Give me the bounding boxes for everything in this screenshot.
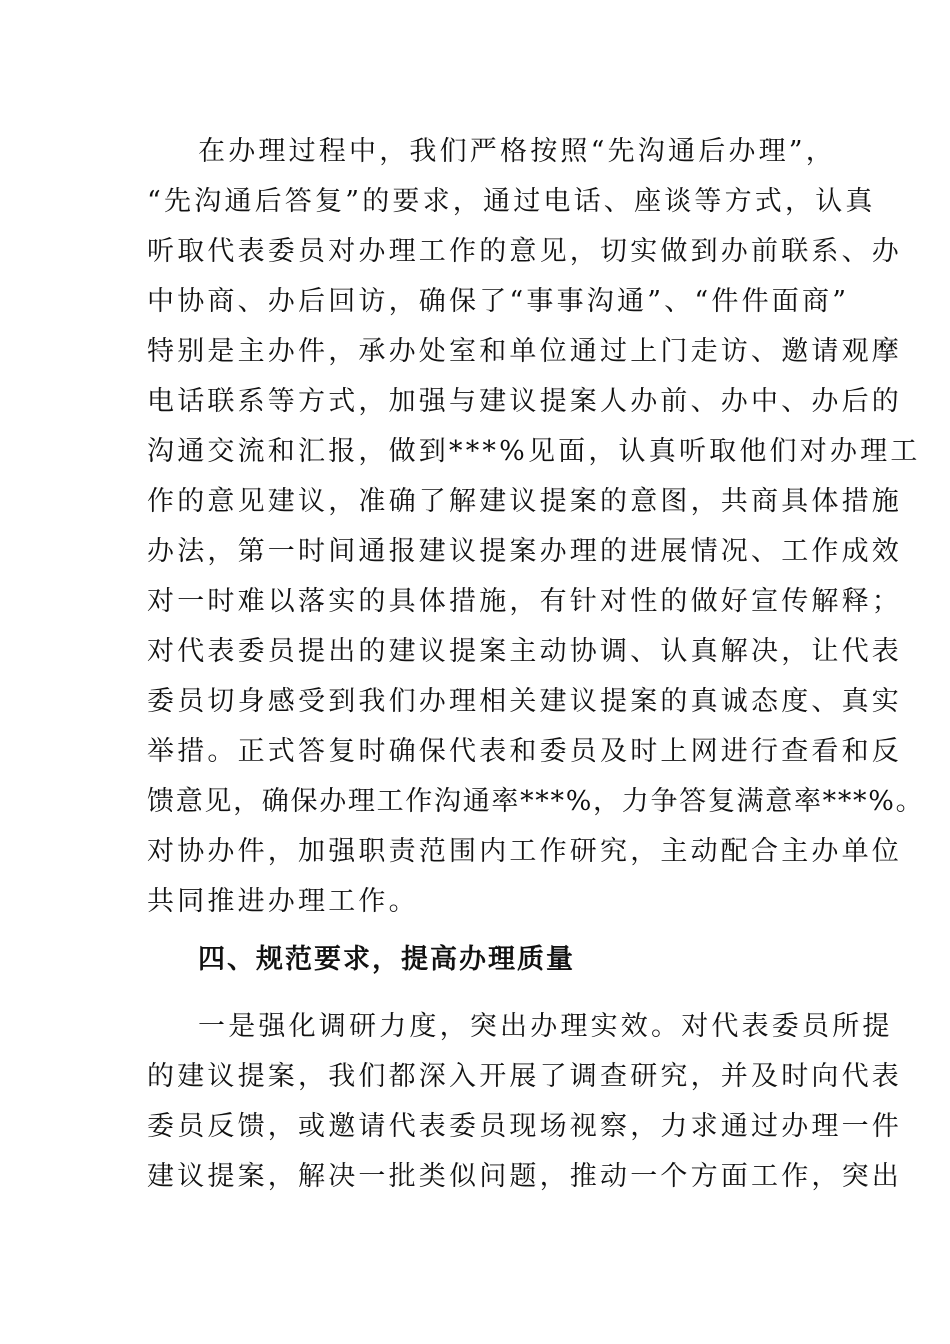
paragraph-line: 馈意见，确保办理工作沟通率***%，力争答复满意率***%。 bbox=[147, 786, 925, 817]
paragraph-line: 中协商、办后回访，确保了“事事沟通”、“件件面商” bbox=[147, 286, 850, 317]
paragraph-line: 电话联系等方式，加强与建议提案人办前、办中、办后的 bbox=[147, 386, 902, 417]
paragraph-line: 听取代表委员对办理工作的意见，切实做到办前联系、办 bbox=[147, 236, 902, 267]
paragraph-line: 特别是主办件，承办处室和单位通过上门走访、邀请观摩 bbox=[147, 336, 902, 367]
section-heading: 四、规范要求，提高办理质量 bbox=[198, 944, 575, 975]
paragraph-line: 办法，第一时间通报建议提案办理的进展情况、工作成效 bbox=[147, 536, 902, 567]
paragraph-line: 一是强化调研力度，突出办理实效。对代表委员所提 bbox=[198, 1011, 893, 1042]
paragraph-line: 对协办件，加强职责范围内工作研究，主动配合主办单位 bbox=[147, 836, 902, 867]
paragraph-line: 对代表委员提出的建议提案主动协调、认真解决，让代表 bbox=[147, 636, 902, 667]
paragraph-line: 建议提案，解决一批类似问题，推动一个方面工作，突出 bbox=[147, 1161, 902, 1192]
paragraph-line: 对一时难以落实的具体措施，有针对性的做好宣传解释； bbox=[147, 586, 902, 617]
paragraph-line: 举措。正式答复时确保代表和委员及时上网进行查看和反 bbox=[147, 736, 902, 767]
paragraph-line: 委员切身感受到我们办理相关建议提案的真诚态度、真实 bbox=[147, 686, 902, 717]
paragraph-line: “先沟通后答复”的要求，通过电话、座谈等方式，认真 bbox=[147, 186, 876, 217]
paragraph-line: 委员反馈，或邀请代表委员现场视察，力求通过办理一件 bbox=[147, 1111, 902, 1142]
paragraph-line: 的建议提案，我们都深入开展了调查研究，并及时向代表 bbox=[147, 1061, 902, 1092]
paragraph-line: 在办理过程中，我们严格按照“先沟通后办理”， bbox=[198, 136, 837, 167]
paragraph-line: 共同推进办理工作。 bbox=[147, 886, 419, 917]
paragraph-line: 沟通交流和汇报，做到***%见面，认真听取他们对办理工 bbox=[147, 436, 921, 467]
paragraph-line: 作的意见建议，准确了解建议提案的意图，共商具体措施 bbox=[147, 486, 902, 517]
